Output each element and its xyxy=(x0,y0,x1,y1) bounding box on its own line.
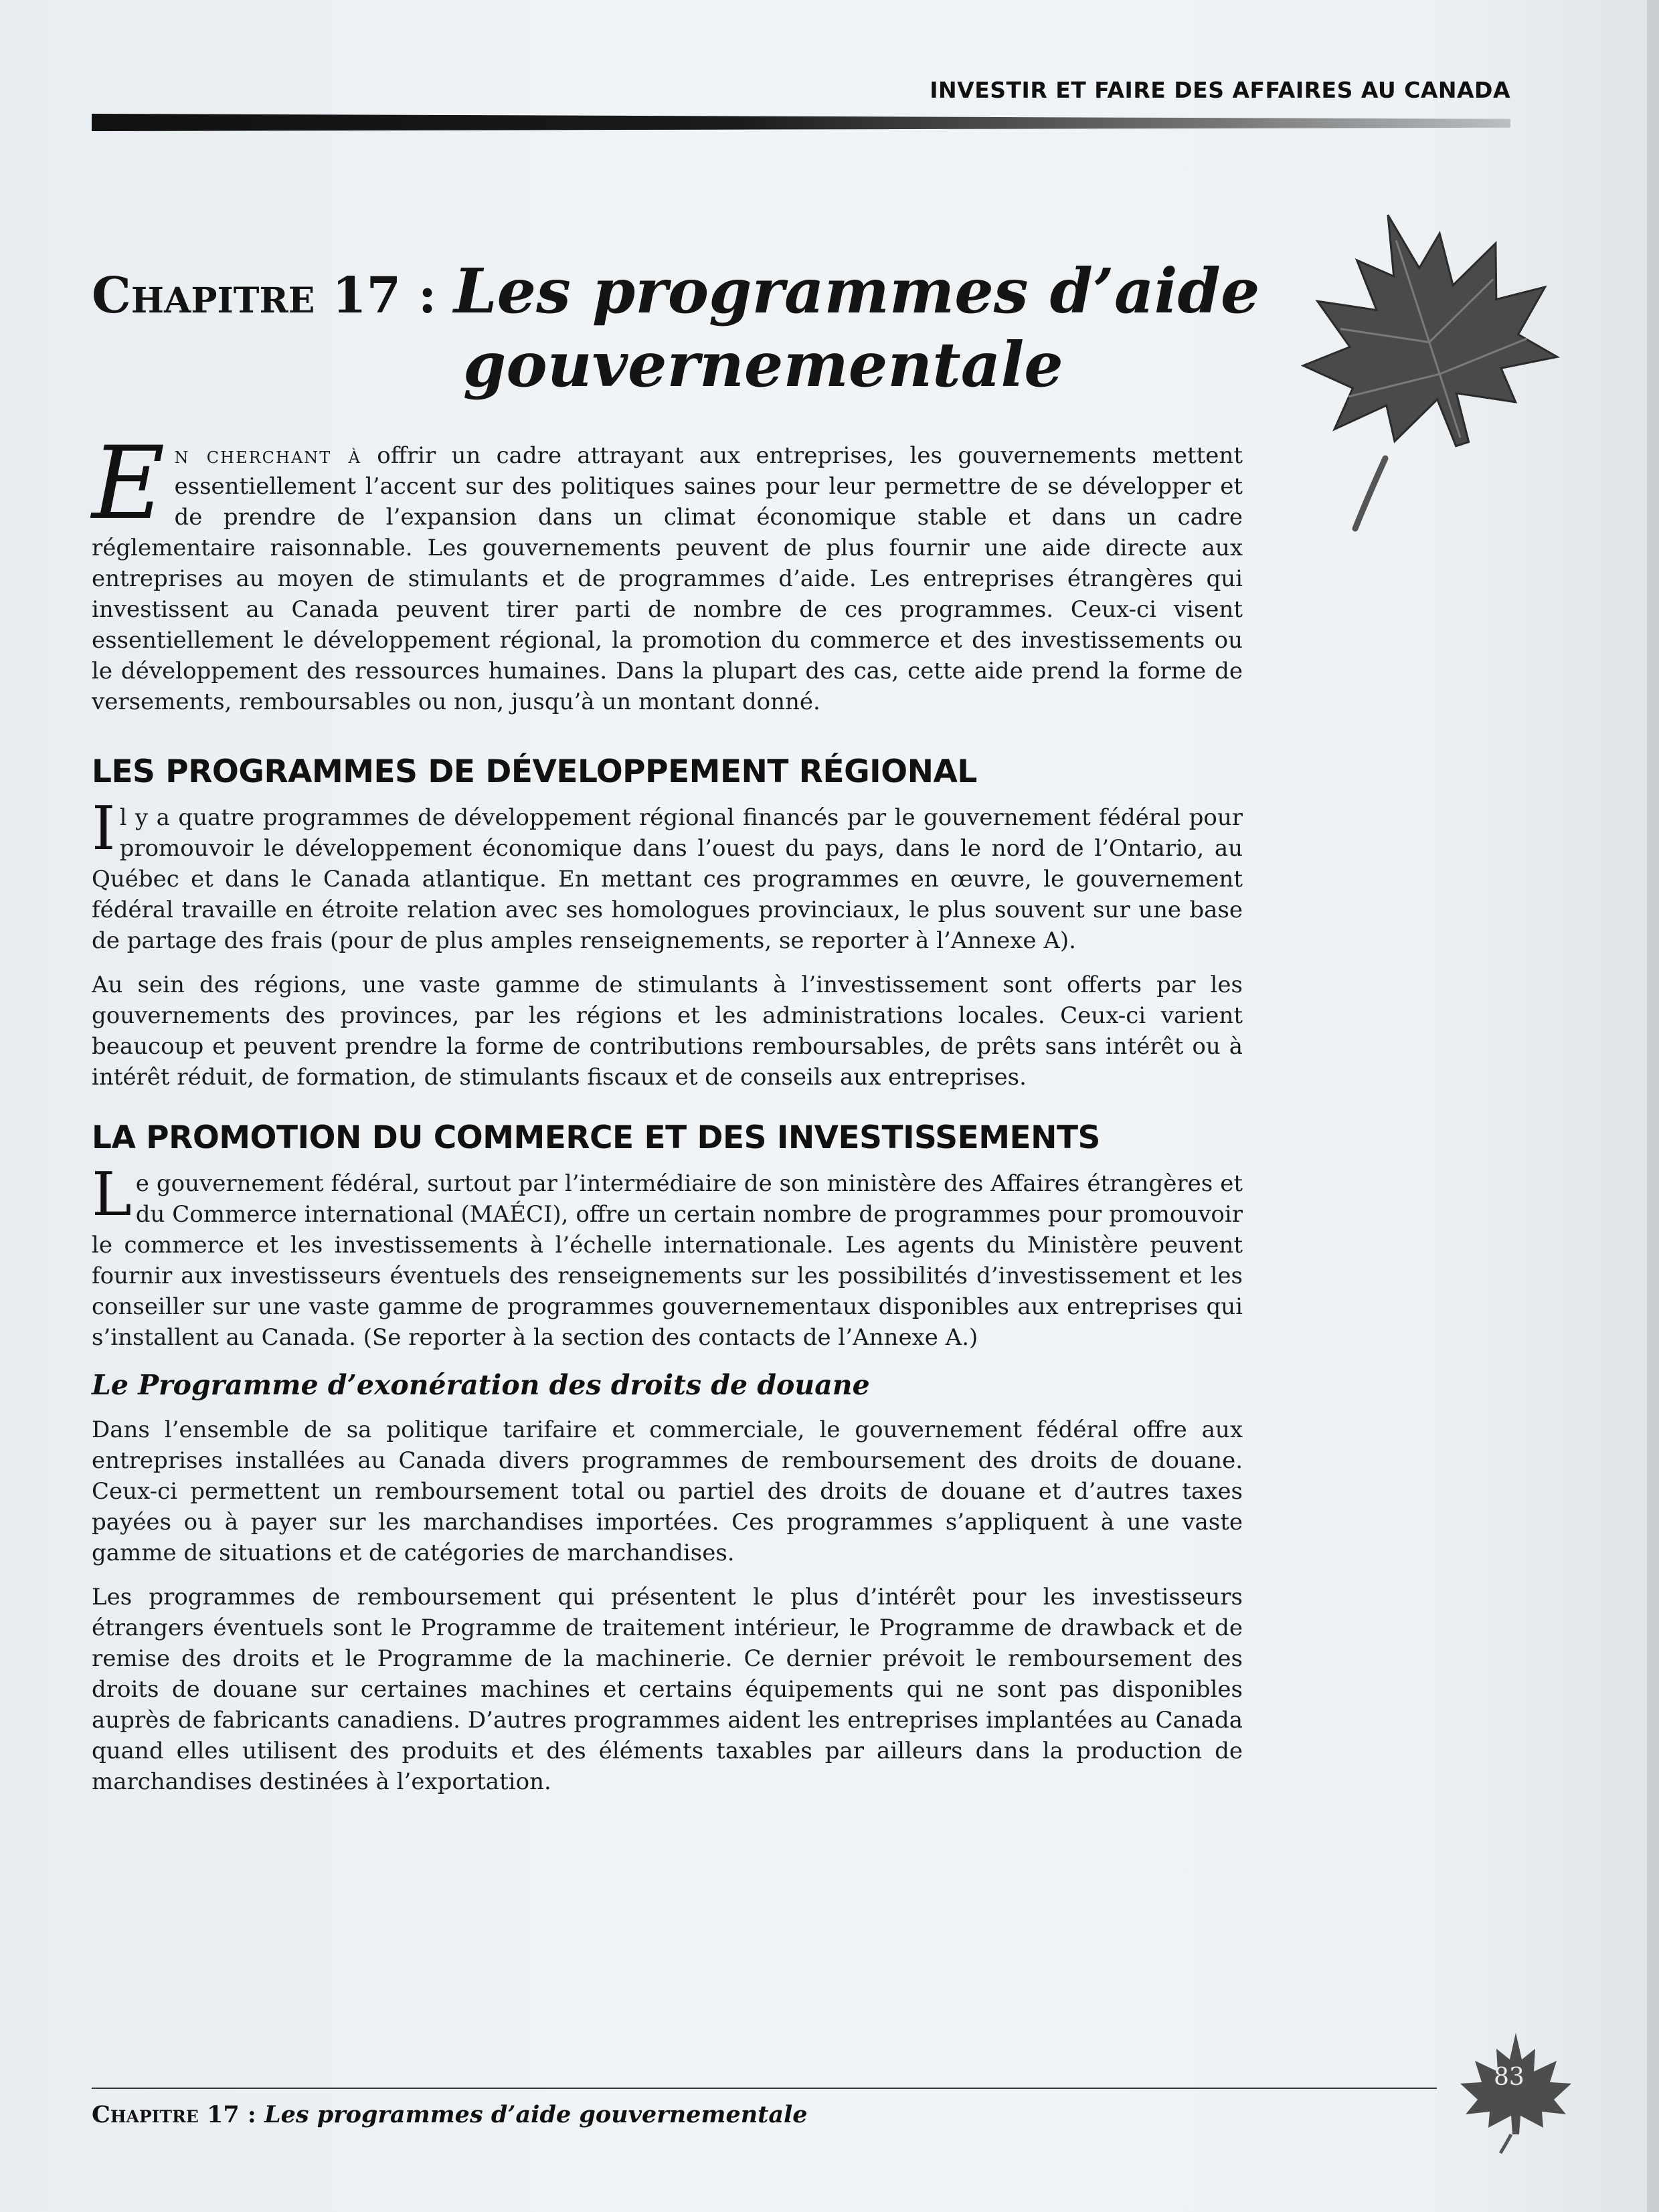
page-number: 83 xyxy=(1494,2063,1524,2091)
trade-text-1: e gouvernement fédéral, surtout par l’intermédiaire de son ministère des Affaires étrangères et du Commerce international (MAÉCI), offre un certain nombre de programmes pour promouvoir le commerce et les investissements à l’échelle internationale. Les agents du Ministère peuvent fournir aux investisseurs éventuels des renseignements sur les possibilités d’investissement et les conseiller sur une vaste gamme de programmes gouvernementaux disponibles aux entreprises qui s’installent au Canada. (Se reporter à la section des contacts de l’Annexe A.) xyxy=(92,1170,1243,1351)
regional-text-1: l y a quatre programmes de développement régional financés par le gouvernement fédéral pour promouvoir le développement économique dans l’ouest du pays, dans le nord de l’Ontario, au Québec et dans le Canada atlantique. En mettant ces programmes en œuvre, le gouvernement fédéral travaille en étroite relation avec ses homologues provinciaux, le plus souvent sur une base de partage des frais (pour de plus amples renseignements, se reporter à l’Annexe A). xyxy=(92,804,1243,954)
trade-paragraph-1 xyxy=(92,1160,1243,1353)
intro-lead: n cherchant à xyxy=(174,442,361,469)
subheading-customs: Le Programme d’exonération des droits de douane xyxy=(92,1369,870,1401)
chapter-label: Chapitre 17 xyxy=(92,267,402,325)
maple-leaf-icon xyxy=(1248,194,1623,542)
footer-separator: : xyxy=(239,2101,264,2128)
footer-rule xyxy=(92,2088,1437,2089)
chapter-heading xyxy=(92,254,1296,402)
chapter-title-line1: Les programmes d’aide xyxy=(453,255,1260,327)
regional-paragraph-2: Au sein des régions, une vaste gamme de stimulants à l’investissement sont offerts par les gouvernements des provinces, par les régions et les administrations locales. Ceux-ci varient beaucoup et peuvent prendre la forme de contributions remboursables, de prêts sans intérêt ou à intérêt réduit, de formation, de stimulants fiscaux et de conseils aux entreprises. xyxy=(92,972,1243,1091)
intro-paragraph xyxy=(92,426,1243,717)
running-header: INVESTIR ET FAIRE DES AFFAIRES AU CANADA xyxy=(930,77,1510,103)
customs-paragraph-2: Les programmes de remboursement qui présentent le plus d’intérêt pour les investisseurs étrangers éventuels sont le Programme de traitement intérieur, le Programme de drawback et de remise des droits et le Programme de la machinerie. Ce dernier prévoit le remboursement des droits de douane sur certaines machines et certains équipements qui ne sont pas disponibles auprès de fabricants canadiens. D’autres programmes aident les entreprises implantées au Canada quand elles utilisent des produits et des éléments taxables par ailleurs dans la production de marchandises destinées à l’exportation. xyxy=(92,1584,1243,1795)
regional-dropcap: I xyxy=(92,794,116,864)
running-footer xyxy=(92,2101,808,2128)
customs-paragraph-1: Dans l’ensemble de sa politique tarifaire et commerciale, le gouvernement fédéral offre aux entreprises installées au Canada divers programmes de remboursement des droits de douane. Ceux-ci permettent un remboursement total ou partiel des droits de douane et d’autres taxes payées ou à payer sur les marchandises importées. Ces programmes s’appliquent à une vaste gamme de situations et de catégories de marchandises. xyxy=(92,1416,1243,1566)
regional-paragraph-1 xyxy=(92,794,1243,956)
section-heading-trade: LA PROMOTION DU COMMERCE ET DES INVESTISSEMENTS xyxy=(92,1119,1100,1156)
trade-dropcap: L xyxy=(92,1160,132,1230)
main-content xyxy=(92,426,1243,1811)
intro-dropcap: E xyxy=(92,426,165,542)
section-heading-regional: LES PROGRAMMES DE DÉVELOPPEMENT RÉGIONAL xyxy=(92,753,977,790)
footer-title: Les programmes d’aide gouvernementale xyxy=(264,2101,808,2128)
page-edge xyxy=(1647,0,1659,2212)
footer-chapter: Chapitre 17 xyxy=(92,2101,240,2128)
page-maple-leaf-icon xyxy=(1439,2027,1593,2154)
chapter-separator: : xyxy=(401,267,454,325)
intro-text: offrir un cadre attrayant aux entreprises, les gouvernements mettent essentiellement l’accent sur des politiques saines pour leur permettre de se développer et de prendre de l’expansion dans un climat économique stable et dans un cadre réglementaire raisonnable. Les gouvernements peuvent de plus fournir une aide directe aux entreprises au moyen de stimulants et de programmes d’aide. Les entreprises étrangères qui investissent au Canada peuvent tirer parti de nombre de ces programmes. Ceux-ci visent essentiellement le développement régional, la promotion du commerce et des investissements ou le développement des ressources humaines. Dans la plupart des cas, cette aide prend la forme de versements, remboursables ou non, jusqu’à un montant donné. xyxy=(92,442,1243,715)
chapter-title-line2: gouvernementale xyxy=(463,329,1063,401)
